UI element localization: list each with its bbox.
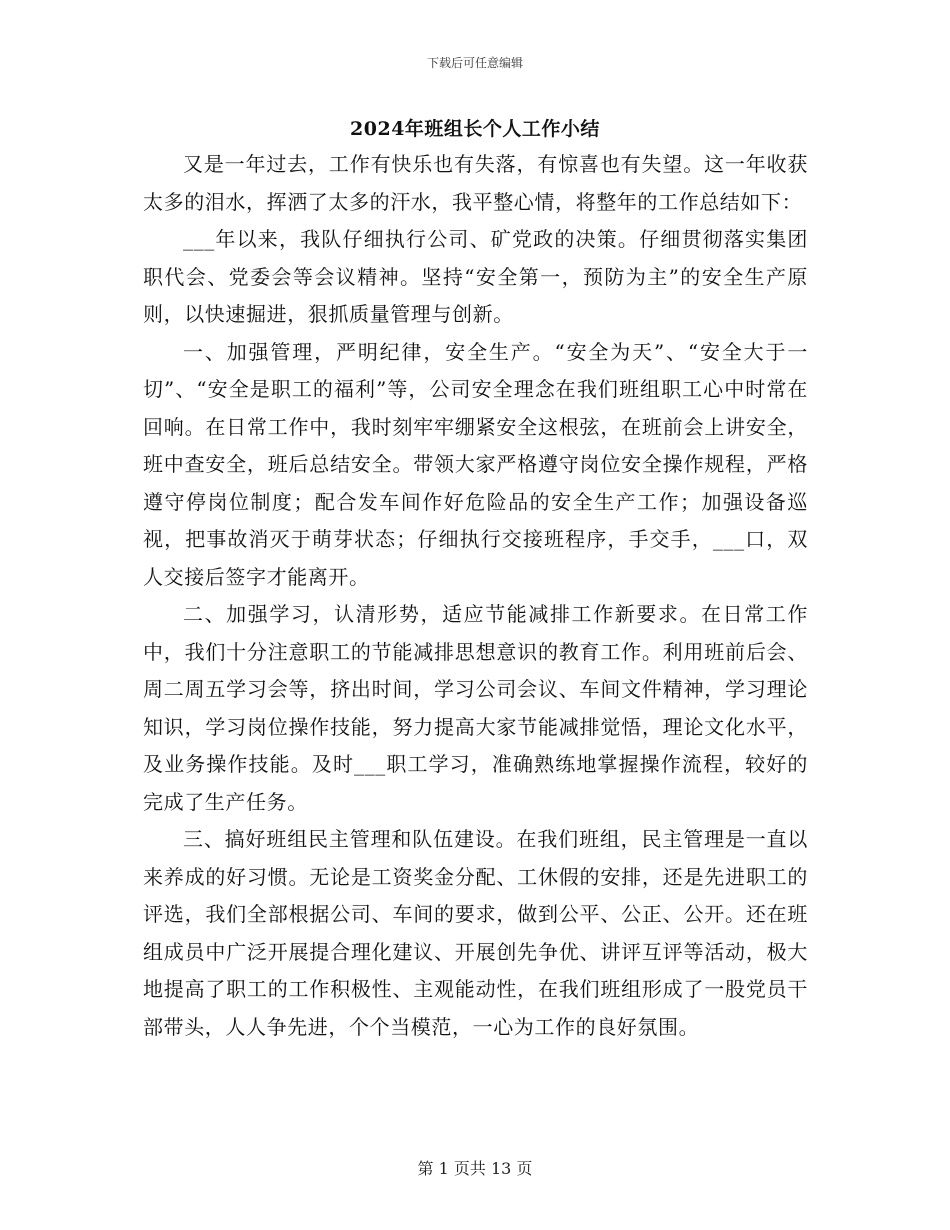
paragraph-section-2: 二、加强学习，认清形势，适应节能减排工作新要求。在日常工作中，我们十分注意职工的节能减排思想意识的教育工作。利用班前后会、周二周五学习会等，挤出时间，学习公司会议、车间文件精神，学习理论知识，学习岗位操作技能，努力提高大家节能减排觉悟，理论文化水平，及业务操作技能。及时___职工学习，准确熟练地掌握操作流程，较好的完成了生产任务。 [143, 602, 808, 814]
page-number: 第 1 页共 13 页 [417, 1159, 533, 1178]
header-note: 下载后可任意编辑 [426, 56, 523, 70]
paragraph-overview: ___年以来，我队仔细执行公司、矿党政的决策。仔细贯彻落实集团职代会、党委会等会议精神。坚持“安全第一，预防为主”的安全生产原则，以快速掘进，狠抓质量管理与创新。 [143, 227, 808, 326]
paragraph-section-1: 一、加强管理，严明纪律，安全生产。“安全为天”、“安全大于一切”、“安全是职工的福利”等，公司安全理念在我们班组职工心中时常在回响。在日常工作中，我时刻牢牢绷紧安全这根弦，在班前会上讲安全，班中查安全，班后总结安全。带领大家严格遵守岗位安全操作规程，严格遵守停岗位制度；配合发车间作好危险品的安全生产工作；加强设备巡视，把事故消灭于萌芽状态；仔细执行交接班程序，手交手，___口，双人交接后签字才能离开。 [143, 339, 808, 589]
document-body [143, 146, 808, 1046]
paragraph-intro: 又是一年过去，工作有快乐也有失落，有惊喜也有失望。这一年收获太多的泪水，挥洒了太多的汗水，我平整心情，将整年的工作总结如下： [143, 152, 808, 214]
paragraph-section-3: 三、搞好班组民主管理和队伍建设。在我们班组，民主管理是一直以来养成的好习惯。无论是工资奖金分配、工休假的安排，还是先进职工的评选，我们全部根据公司、车间的要求，做到公平、公正、公开。还在班组成员中广泛开展提合理化建议、开展创先争优、讲评互评等活动，极大地提高了职工的工作积极性、主观能动性，在我们班组形成了一股党员干部带头，人人争先进，个个当模范，一心为工作的良好氛围。 [143, 827, 808, 1039]
document-title: 2024年班组长个人工作小结 [350, 118, 600, 140]
